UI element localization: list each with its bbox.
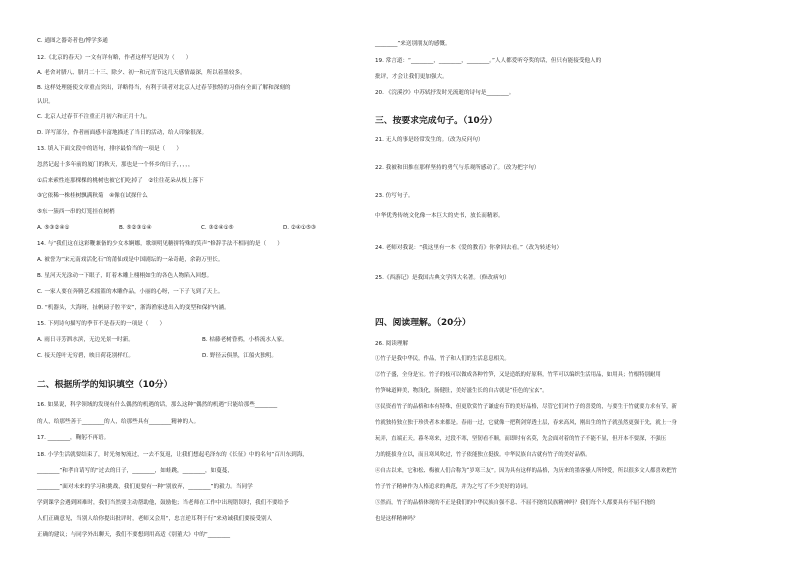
section-2-title: 二、根据所学的知识填空（10分） (37, 380, 173, 390)
q19-line-1: 19. 常言道：“________，________，________。”人人都爱听夸奖的话，但只有能接受他人的 (375, 58, 602, 64)
q13-item-3-4: ③它依稀一株桂树飘满秋菊 ④像在试探什么 (37, 193, 148, 199)
q14-option-a: A. 被誉为“宋元南戏活化石”的莆仙戏是中国剧坛的一朵奇葩，余韵万里长。 (37, 257, 224, 263)
q12-option-a: A. 老舍对腊八、腊月二十三、除夕、初一和元宵节这几天感情最深，所以着墨较多。 (37, 70, 246, 76)
q15-option-b: B. 枯藤老树昏鸦，小桥流水人家。 (202, 337, 288, 343)
reading-para-3: ③民资看竹子的品格和本有特殊，但更欣赏竹子谦虚有节的美好品格，尽管它们对竹子的喜爱的，与要生于竹就要力求有节，新 (375, 404, 677, 410)
q18-cont: ________”来送别朋友的感慨。 (375, 41, 451, 47)
reading-para-2: ②竹子盛，全身是宝。竹子的枝可以做成各种竹笋，又是造纸的好原料，竹竿可以编织生活用品，如用具；竹根特别耐用 (375, 372, 661, 378)
q24: 24. 老师对我说：“我这里有一本《爱的教育》你拿回去看。”（改为转述句） (375, 245, 563, 251)
q19-line-2: 批评，才会让我们更加强大。 (375, 74, 448, 80)
q18-line-2: ________”和孝自请写的“过去的日子，________，如蛙跳，________，如蔓蔓， (37, 468, 233, 474)
q13-stem: 13. 填入下面文段中的语句，排序最恰当的一项是（ ） (37, 146, 182, 152)
reading-para-4: ④自古以来，它和松、梅被人们合称为“岁寒三友”。因为具有这样的品格，为历来的墨客骚人所钟爱，所以很多文人都喜欢把竹 (375, 468, 677, 474)
q17: 17. ________，鞠躬不再语。 (37, 435, 110, 441)
q22: 22. 我被和田推在那样坚持的勇气与乐观所感动了。（改为把字句） (375, 165, 540, 171)
q16-line-1: 16. 如果说，科学领域的发现有什么偶然的机遇的话，那么这种“偶然的机遇”只能给那些________ (37, 402, 278, 408)
q12-stem: 12.《北京的春天》一文有详有略，作者这样写是因为（ ） (37, 55, 192, 61)
q18-line-1: 18. 小学生活就要结束了，时光匆匆流过，一去不复返，让我们想起毛泽东的《长征》中的名句“百川东到海， (37, 452, 308, 458)
q15-option-c: C. 接天莲叶无穷碧，映日荷花别样红。 (37, 353, 134, 359)
reading-para-2-cont: 竹笋味道鲜美，物浅化，肠健肚，美好滋生长的自古就是“佳色的宝玄”。 (375, 388, 548, 394)
q12-option-b: B. 这样处理能使文章重点突出，详略得当，有利于读者对北京人过春节独特的习俗有全面了解和深刻的 (37, 85, 291, 91)
q16-line-2: 的人，给那些善于________的人，给那些具有________精神的人。 (37, 419, 200, 425)
q18-line-3: ________”面对未来的学习和挑战，我们更要有一种“别放弃，________”的毅力。当同学 (37, 484, 253, 490)
reading-para-3-cont-2: 玩弄，直端正天。暮冬寒来，过段不寒，坚韧看不顺，而即时有名莫，先会面对着的竹子不能不显，但开本不要深，不强压 (375, 436, 667, 442)
q13-option-b: B. ⑤②③①④ (119, 225, 152, 231)
reading-para-3-cont-1: 竹就独持独立独于珍贵者本来都是。春雨一过，它就像一把利剑穿透土层，春来高风，刚出生的竹子就虽然更强于先，就上一身 (375, 420, 677, 426)
q25: 25.《西游记》是我国古典文学四大名著。（修改病句） (375, 275, 510, 281)
section-3-title: 三、按要求完成句子。（10分） (375, 116, 498, 126)
reading-para-3-cont-3: 力的挺拔身立以，而且寒风吹过，竹子依能独立挺拔。中华民族自古就有竹子的美好品格。 (375, 452, 591, 458)
q12-option-b-cont: 认识。 (37, 99, 54, 105)
q13-item-1-2: ①后来索性连那棵棵的桃树也被它们吃掉了 ②往往花朵从枝上落下 (37, 178, 204, 184)
q18-line-6: 正确的建议；与同学外出聊天，我们不要想到用高适《别董大》中的“________ (37, 532, 231, 538)
q13-passage: 忽然记起十多年前的厦门的秋天，那也是一个怀乡的日子，，，，， (37, 162, 194, 168)
reading-para-5-cont: 也是这样精神吗？ (375, 516, 419, 522)
q13-option-a: A. ⑤③②④① (37, 225, 70, 231)
q13-item-5: ⑤东一簇西一串的灯笼挂在树梢 (37, 209, 115, 215)
q26-title: 26. 阅读理解 (375, 341, 409, 347)
q14-stem: 14. 与“我们这在这彩鞭兼备的少女本婀娜，歌颂明见糖拼特殊的笑声”修辞手法不相同的是（ ） (37, 241, 283, 247)
reading-para-4-cont: 竹子竹子精神作为人格追求的典范，并为之写了不少美好的诗词。 (375, 484, 532, 490)
q12-option-d: D. 详写部分，作者画面感丰富地描述了当日的活动，给人印象很深。 (37, 130, 208, 136)
q15-option-d: D. 野径云俱黑，江船火独明。 (202, 353, 277, 359)
q11-option-c: C. 通图之器奇者也/博学多通 (37, 38, 108, 44)
q14-option-d: D. “机器头，大海呀，扯帆磅子腔平安”，浙海渔家进出入的变型和保护内涵。 (37, 305, 230, 311)
q15-stem: 15. 下列诗句描写的季节不是春天的一项是（ ） (37, 321, 166, 327)
q15-option-a: A. 雨日寻芳泗水滨，无边光景一时新。 (37, 337, 134, 343)
section-4-title: 四、阅读理解。（20分） (375, 318, 471, 328)
q20: 20. 《浣溪沙》中苏轼抒发时光流逝的诗句是________。 (375, 90, 515, 96)
q21: 21. 无人的事是经常发生的。（改为反问句） (375, 137, 484, 143)
q13-option-c: C. ③②④①⑤ (201, 225, 234, 231)
q14-option-c: C. 一家人要在奔腾艺术摇篮的木雕作品，小丽的心呀，一下子飞到了天上。 (37, 289, 224, 295)
q23: 23. 仿写句子。 (375, 193, 414, 199)
q23-sample: 中华优秀传统文化像一本巨大的史书，放长而精彩。 (375, 213, 504, 219)
q13-option-d: D. ②④①⑤③ (283, 225, 316, 231)
q14-option-b: B. 星河天光涂动一下眼子，盯着木雕上栩栩如生的各色人物陷入回想。 (37, 273, 213, 279)
q12-option-c: C. 北京人过春节不注重正月初六和正月十九。 (37, 114, 151, 120)
q18-line-4: 学到课学会遇到困难时，我们当然要主动帮助他，鼓励他；当老师在工作中出现错误时，我们不要给予 (37, 500, 289, 506)
q18-line-5: 人们正确意见，当别人给你提出批评时，老师又会用“，忠言逆耳利于行”来劝诫我们要接受别人 (37, 516, 273, 522)
reading-para-5: ⑤然而，竹子的品格体现的不正是我们的中华民族自强不息、不屈不挠的民族精神吗？我们每个人都要具有不屈不挠的 (375, 500, 656, 506)
reading-para-1: ①竹子是我中华民，作品，竹子和人们的生活息息相关。 (375, 356, 510, 362)
